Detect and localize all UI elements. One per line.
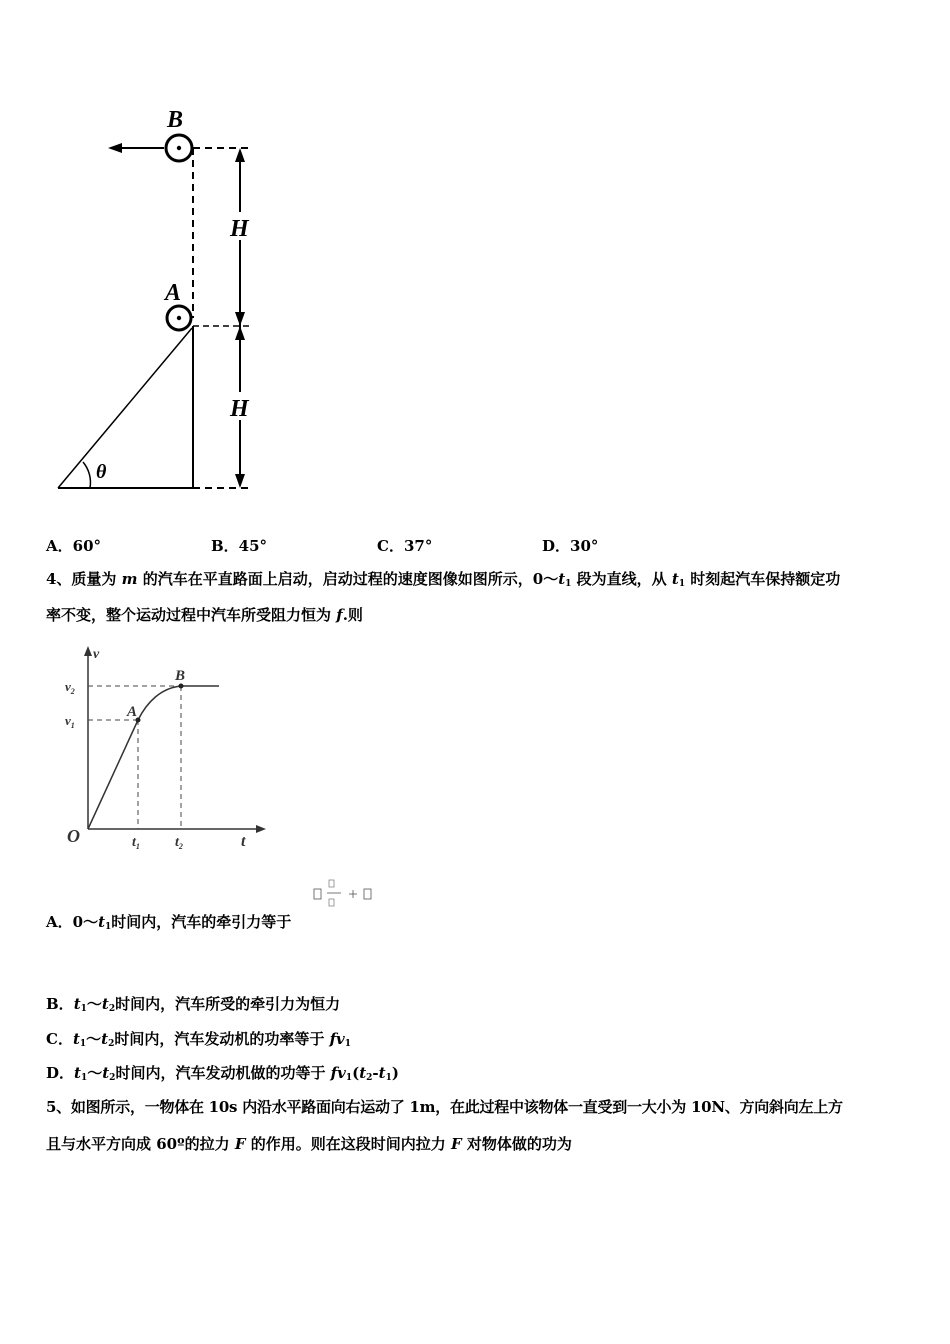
curve-ab <box>138 686 181 720</box>
t2-label: $t_2$ <box>175 835 183 851</box>
q4-option-c: C．$t_1\sim t_2$时间内，汽车发动机的功率等于 $fv_1$ <box>46 1030 352 1049</box>
t1-label: $t_1$ <box>132 835 140 851</box>
dim-arrow-bottom <box>235 474 245 488</box>
q3-option-c: C．37° <box>377 537 433 555</box>
figure-projectile-diagram <box>40 100 280 500</box>
q4-option-d: D．$t_1\sim t_2$时间内，汽车发动机做的功等于 $fv_1(t_2-t_1)$ <box>46 1064 399 1083</box>
label-h-top: H <box>230 216 249 242</box>
q5-stem-line2: 且与水平方向成 60º的拉力 F 的作用。则在这段时间内拉力 F 对物体做的功为 <box>46 1135 572 1153</box>
velocity-time-graph <box>55 640 275 855</box>
t-axis-arrow <box>256 825 266 833</box>
v2-label: $v_2$ <box>65 679 75 696</box>
label-theta: θ <box>96 461 107 483</box>
point-b-label: B <box>175 668 186 684</box>
label-a: A <box>165 280 182 306</box>
axis-v-label: v <box>93 647 100 662</box>
q3-option-b: B．45° <box>211 537 268 555</box>
ball-b-center <box>177 146 181 150</box>
formula-placeholder <box>312 878 378 912</box>
line-segment-oa <box>88 720 138 829</box>
q4-option-a: A．$0\sim t_1$时间内，汽车的牵引力等于 <box>46 913 292 932</box>
velocity-arrow-head <box>108 143 122 153</box>
q4-stem-line2: 率不变，整个运动过程中汽车所受阻力恒为 f.则 <box>46 606 363 624</box>
q3-option-a: A．60° <box>46 537 102 555</box>
origin-label: O <box>67 826 80 846</box>
q3-option-d: D．30° <box>542 537 599 555</box>
point-a-label: A <box>127 704 138 720</box>
dim-arrow-mid-up <box>235 312 245 326</box>
q5-stem-line1: 5、如图所示，一物体在 10s 内沿水平路面向右运动了 1m，在此过程中该物体一直受到一大小为 10N、方向斜向左上方 <box>46 1098 843 1116</box>
label-b: B <box>167 107 184 133</box>
point-b-dot <box>179 684 184 689</box>
axis-t-label: t <box>241 833 246 850</box>
label-h-bottom: H <box>230 396 249 422</box>
ball-a-center <box>177 316 181 320</box>
q4-option-b: B．$t_1\sim t_2$时间内，汽车所受的牵引力为恒力 <box>46 995 341 1014</box>
dim-arrow-mid-down <box>235 326 245 340</box>
q4-stem-line1: 4、质量为 m 的汽车在平直路面上启动，启动过程的速度图像如图所示，$0\sim t_1$ 段为直线，从 $t_1$ 时刻起汽车保持额定功 <box>46 570 841 589</box>
dim-arrow-top <box>235 148 245 162</box>
v-axis-arrow <box>84 646 92 656</box>
incline-line <box>58 328 192 488</box>
v1-label: $v_1$ <box>65 713 75 730</box>
angle-arc <box>83 462 90 488</box>
